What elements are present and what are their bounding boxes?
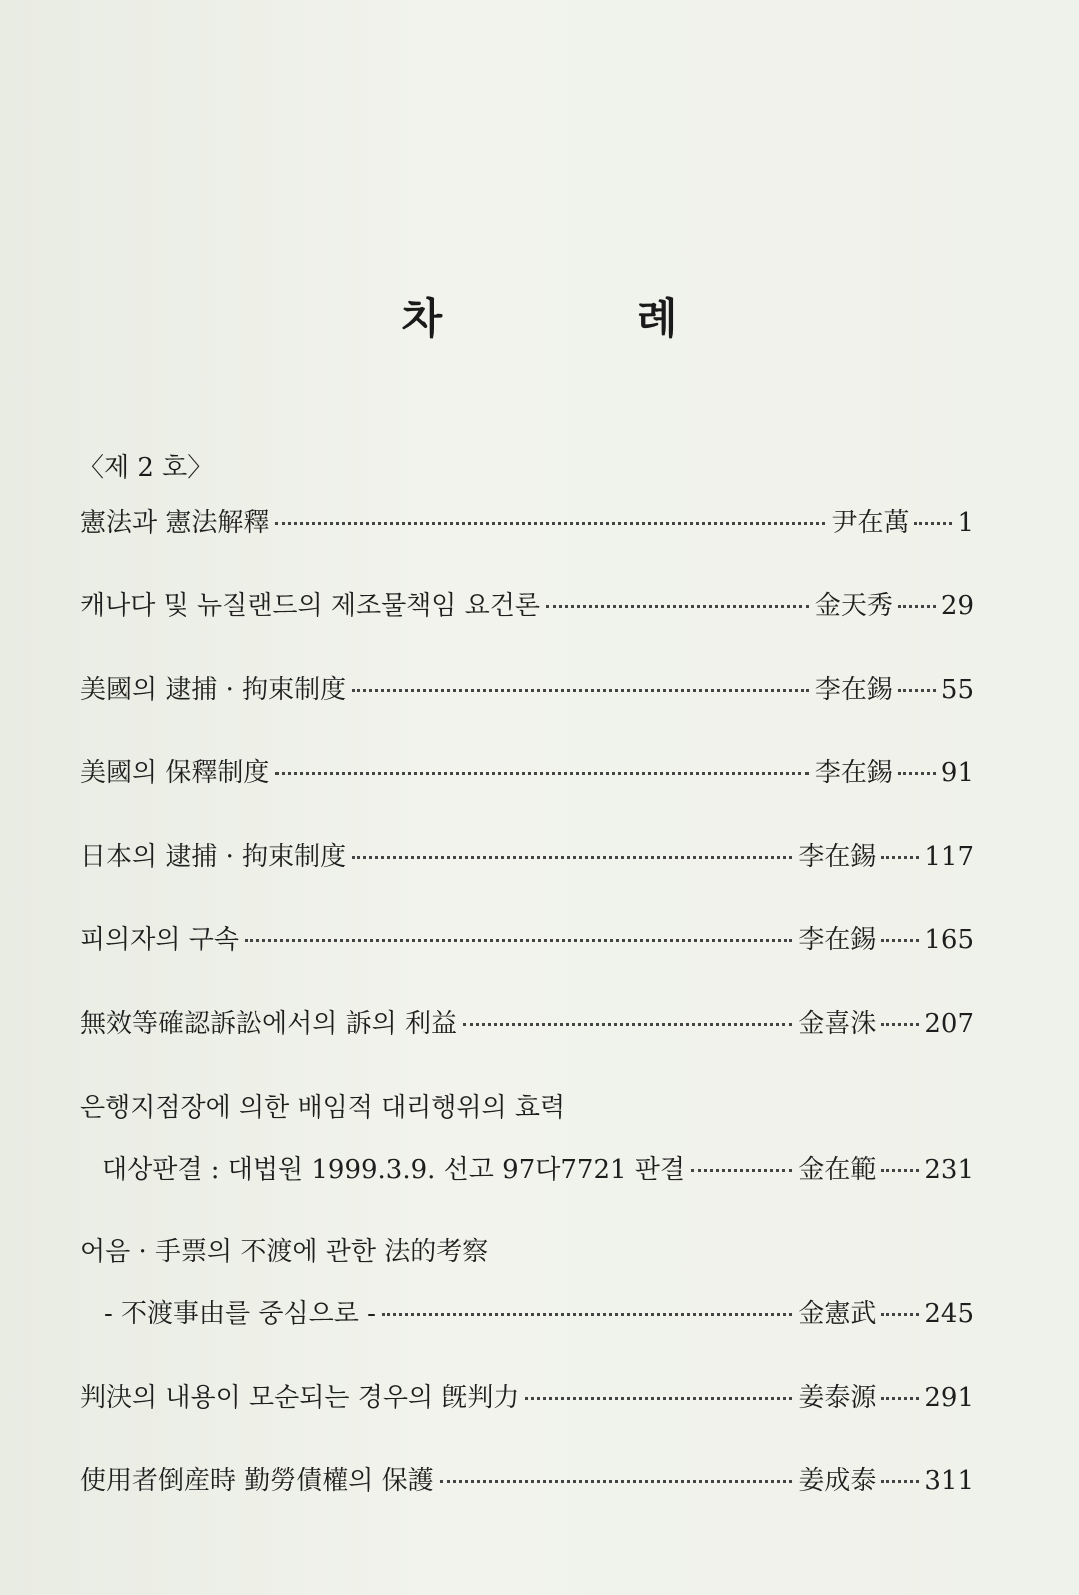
- entry-title: 判決의 내용이 모순되는 경우의 旣判力: [80, 1383, 520, 1413]
- entry-author: 李在錫: [798, 925, 877, 955]
- entry-page: 231: [924, 1155, 974, 1185]
- entry-title: 憲法과 憲法解釋: [80, 508, 270, 538]
- toc-entry[interactable]: [80, 1004, 974, 1044]
- leader-dots: [914, 522, 952, 525]
- entry-page: 117: [924, 842, 974, 872]
- leader-dots: [275, 522, 825, 525]
- leader-dots: [352, 856, 792, 859]
- leader-dots: [881, 1480, 919, 1483]
- leader-dots: [881, 1023, 919, 1026]
- entry-page: 207: [924, 1009, 974, 1039]
- leader-dots: [881, 1313, 919, 1316]
- leader-dots: [546, 605, 809, 608]
- entry-title: 피의자의 구속: [80, 925, 239, 955]
- entry-page: 291: [924, 1383, 974, 1413]
- toc-entry[interactable]: [80, 1461, 974, 1501]
- leader-dots: [525, 1397, 792, 1400]
- entry-page: 91: [940, 758, 974, 788]
- leader-dots: [898, 772, 936, 775]
- entry-title: 無效等確認訴訟에서의 訴의 利益: [80, 1009, 457, 1039]
- entry-author: 李在錫: [814, 675, 893, 705]
- entry-author: 金天秀: [814, 591, 893, 621]
- toc-entry[interactable]: [80, 837, 974, 877]
- leader-dots: [898, 605, 936, 608]
- page-title: 차 례: [401, 294, 768, 343]
- toc-entry[interactable]: [80, 670, 974, 710]
- entry-author: 金喜洙: [798, 1009, 877, 1039]
- entry-author: 尹在萬: [831, 508, 910, 538]
- leader-dots: [898, 689, 936, 692]
- entry-title: 日本의 逮捕 · 拘束制度: [80, 842, 347, 872]
- leader-dots: [245, 939, 792, 942]
- entry-author: 李在錫: [798, 842, 877, 872]
- toc-entry[interactable]: [102, 1150, 974, 1190]
- leader-dots: [881, 1169, 919, 1172]
- entry-subtitle: - 不渡事由를 중심으로 -: [104, 1299, 376, 1329]
- issue-label: 〈제 2 호〉: [78, 453, 214, 483]
- entry-title: 使用者倒産時 勤勞債權의 保護: [80, 1466, 434, 1496]
- toc-entry[interactable]: [80, 503, 974, 543]
- toc-entry[interactable]: [80, 920, 974, 960]
- entry-page: 29: [940, 591, 974, 621]
- leader-dots: [382, 1313, 792, 1316]
- entry-author: 李在錫: [814, 758, 893, 788]
- entry-subtitle: 대상판결 : 대법원 1999.3.9. 선고 97다7721 판결: [102, 1155, 686, 1185]
- entry-author: 姜泰源: [798, 1383, 877, 1413]
- entry-page: 245: [924, 1299, 974, 1329]
- entry-page: 1: [957, 508, 974, 538]
- entry-page: 311: [924, 1466, 974, 1496]
- entry-page: 165: [924, 925, 974, 955]
- leader-dots: [352, 689, 809, 692]
- toc-entry[interactable]: [80, 753, 974, 793]
- leader-dots: [691, 1169, 792, 1172]
- entry-title: 美國의 保釋制度: [80, 758, 270, 788]
- entry-title: 캐나다 및 뉴질랜드의 제조물책임 요건론: [80, 591, 541, 621]
- entry-title: 美國의 逮捕 · 拘束制度: [80, 675, 347, 705]
- leader-dots: [881, 1397, 919, 1400]
- entry-author: 金在範: [798, 1155, 877, 1185]
- entry-page: 55: [940, 675, 974, 705]
- toc-entry[interactable]: [80, 1378, 974, 1418]
- entry-author: 姜成泰: [798, 1466, 877, 1496]
- entry-author: 金憲武: [798, 1299, 877, 1329]
- toc-entry[interactable]: [80, 586, 974, 626]
- leader-dots: [881, 939, 919, 942]
- entry-title[interactable]: 은행지점장에 의한 배임적 대리행위의 효력: [80, 1093, 566, 1123]
- leader-dots: [275, 772, 809, 775]
- leader-dots: [463, 1023, 792, 1026]
- leader-dots: [881, 856, 919, 859]
- entry-title[interactable]: 어음 · 手票의 不渡에 관한 法的考察: [80, 1237, 489, 1267]
- leader-dots: [440, 1480, 793, 1483]
- toc-entry[interactable]: [104, 1294, 974, 1334]
